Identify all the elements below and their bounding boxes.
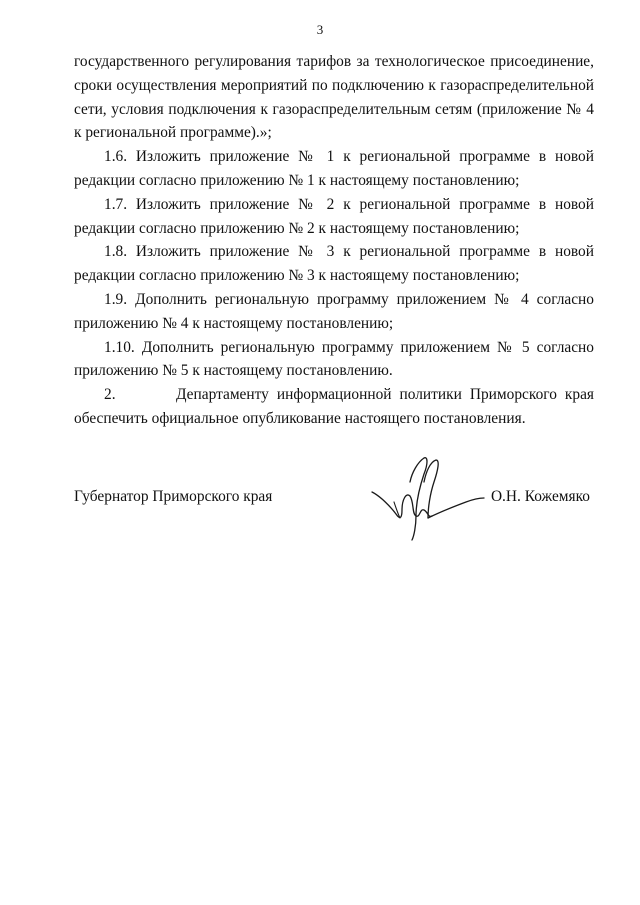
paragraph-item-1-7: 1.7. Изложить приложение № 2 к региональной программе в новой редакции согласно приложению № 2 к настоящему постановлению; xyxy=(74,195,594,237)
handwritten-signature xyxy=(366,452,486,542)
document-body xyxy=(74,50,594,431)
item-2-text: Департаменту информационной политики Приморского края обеспечить официальное опубликование настоящего постановления. xyxy=(74,386,594,427)
paragraph-item-1-9: 1.9. Дополнить региональную программу приложением № 4 согласно приложению № 4 к настоящему постановлению; xyxy=(74,290,594,332)
signature-block xyxy=(74,488,594,548)
page-number: 3 xyxy=(316,22,324,37)
paragraph-item-1-10: 1.10. Дополнить региональную программу приложением № 5 согласно приложению № 5 к настоящему постановлению. xyxy=(74,338,594,380)
paragraph-item-2 xyxy=(74,383,594,431)
item-2-number: 2. xyxy=(104,386,116,404)
paragraph-item-1-6: 1.6. Изложить приложение № 1 к региональной программе в новой редакции согласно приложению № 1 к настоящему постановлению; xyxy=(74,148,594,189)
signer-name: О.Н. Кожемяко xyxy=(490,488,590,505)
signer-title: Губернатор Приморского края xyxy=(74,488,273,505)
paragraph-continuation: государственного регулирования тарифов за технологическое присоединение, сроки осуществления мероприятий по подключению к газораспределительной сети, условия подключения к газораспределительным сетям (приложение № 4 к региональной программе).»; xyxy=(74,53,594,142)
paragraph-item-1-8: 1.8. Изложить приложение № 3 к региональной программе в новой редакции согласно приложению № 3 к настоящему постановлению; xyxy=(74,243,594,285)
